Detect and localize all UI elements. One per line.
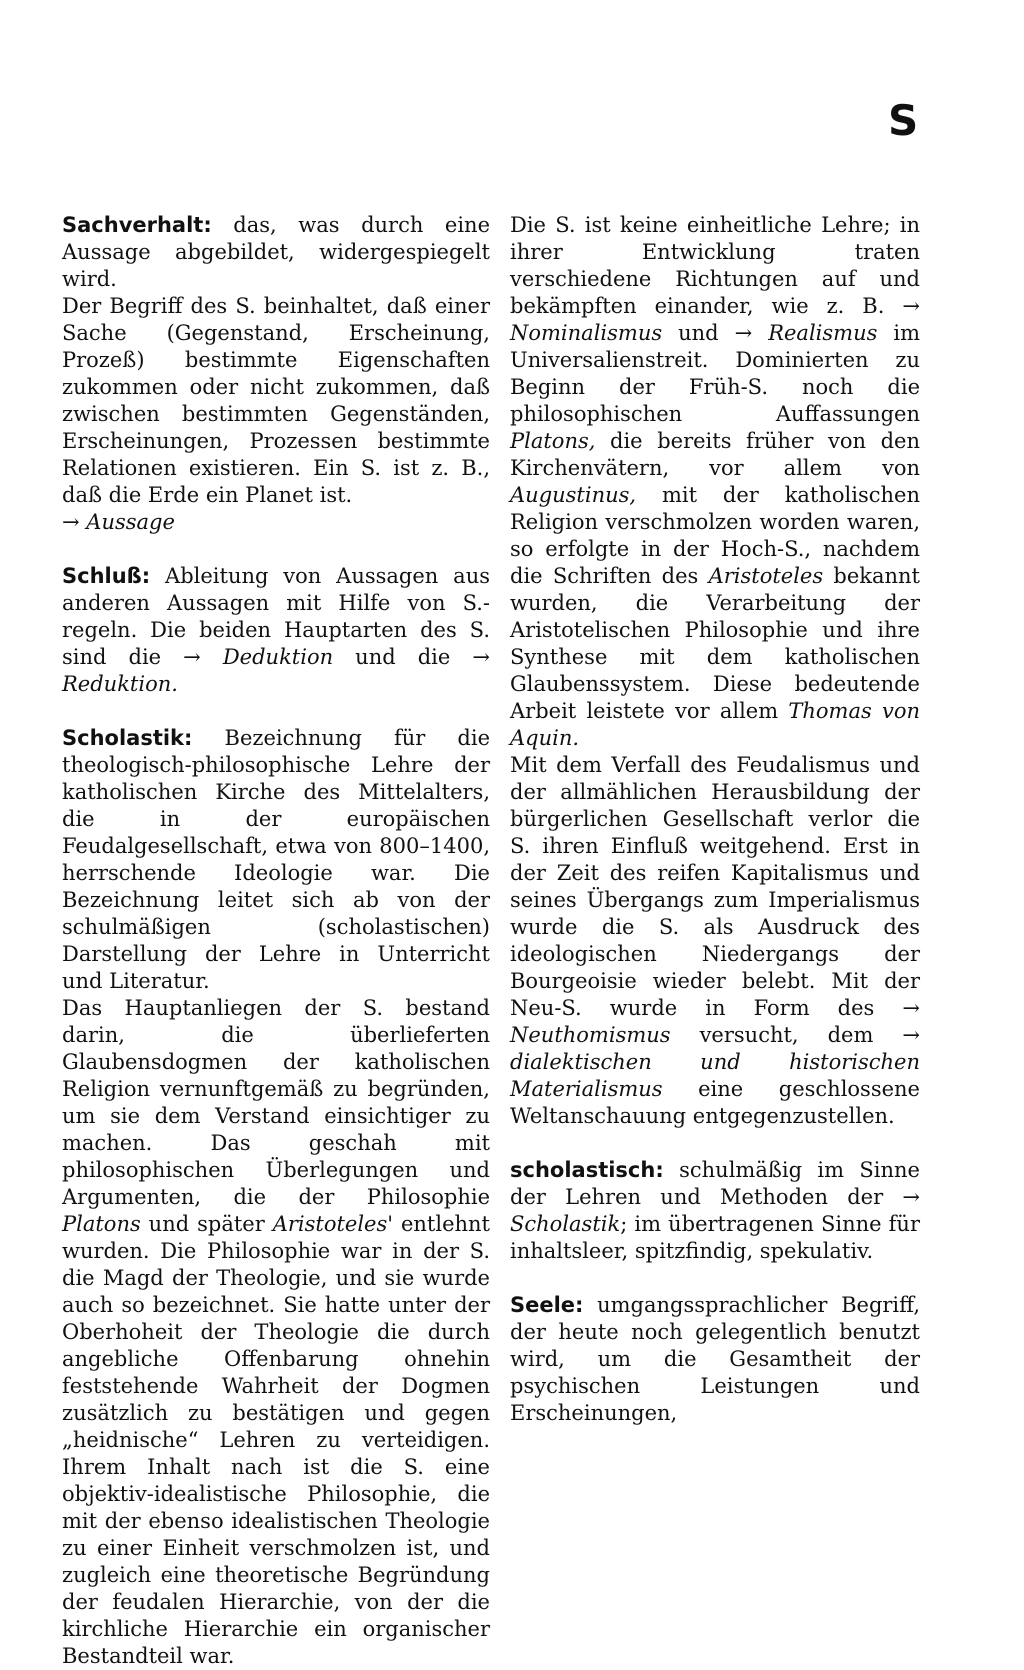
arrow-right-icon: → [183,645,201,669]
arrow-right-icon: → [902,1185,920,1209]
entry-seele [510,1292,920,1427]
entry-paragraph [62,995,490,1670]
arrow-right-icon: → [902,996,920,1020]
entry-scholastisch [510,1157,920,1265]
text-run: Mit dem Verfall des Feudalismus und der allmählichen Herausbildung der bürgerlichen Gesellschaft verlor die S. ihren Einfluß weitgehend. Erst in der Zeit des reifen Kapitalismus und seines Übergangs zum Imperialismus wurde die S. als Ausdruck des ideologischen Niedergangs der Bourgeoisie wieder belebt. Mit der Neu-S. wurde in Form des [510,753,920,1020]
right-column-content [510,212,920,1427]
text-run: und [662,321,735,345]
text-run: und später [140,1212,273,1236]
arrow-right-icon: → [902,1023,920,1047]
text-run: bekannt wurden, die Verarbeitung der Aristotelischen Philosophie und ihre Synthese mit dem katholischen Glaubenssystem. Diese bedeutende Arbeit leistete vor allem [510,564,920,723]
headword-schluss: Schluß: [62,564,151,588]
text-run: entlehnt wurden. Die Philosophie war in der S. die Magd der Theologie, und sie wurde auch so bezeichnet. Sie hatte unter der Oberhoheit der Theologie die durch angebliche Offenbarung ohnehin feststehende Wahrheit der Dogmen zusätzlich zu bestätigen und gegen „heidnische“ Lehren zu verteidigen. Ihrem Inhalt nach ist die S. eine objektiv-idealistische Philosophie, die mit der ebenso idealistischen Theologie zu einer Einheit verschmolzen ist, und zugleich eine theoretische Begründung der feudalen Hierarchie, von der die kirchliche Hierarchie ein organischer Bestandteil war. [62,1212,490,1668]
text-run: im Universalienstreit. Dominierten zu Beginn der Früh-S. noch die philosophischen Auffassungen [510,321,920,426]
text-run: mit der katholischen Religion verschmolzen worden waren, so erfolgte in der Hoch-S., nachdem die Schriften des [510,483,920,588]
headword-seele: Seele: [510,1293,584,1317]
left-column [62,212,490,1670]
arrow-right-icon: → [472,645,490,669]
definition-text: schulmäßig im Sinne der Lehren und Methoden der [510,1158,920,1209]
text-run: eine geschlossene Weltanschauung entgegenzustellen. [510,1077,920,1128]
name-reference: Platons, [510,429,596,453]
headword-sachverhalt: Sachverhalt: [62,213,212,237]
text-run: versucht, dem [670,1023,903,1047]
headword-scholastisch: scholastisch: [510,1158,664,1182]
entry-paragraph [510,752,920,1130]
arrow-right-icon: → [902,294,920,318]
entry-sachverhalt [62,212,490,293]
cross-reference-link[interactable]: dialektischen und historischen Materialismus [510,1050,920,1101]
text-run: Das Hauptanliegen der S. bestand darin, die überlieferten Glaubensdogmen der katholischen Religion vernunftgemäß zu begründen, um sie dem Verstand einsichtiger zu machen. Das geschah mit philosophischen Überlegungen und Argumenten, die der Philosophie [62,996,490,1209]
definition-text: Bezeichnung für die theologisch-philosophische Lehre der katholischen Kirche des Mittelalters, die in der europäischen Feudalgesellschaft, etwa von 800–1400, herrschende Ideologie war. Die Bezeichnung leitet sich ab von der schulmäßigen (scholastischen) Darstellung der Lehre in Unterricht und Literatur. [62,726,490,993]
headword-scholastik: Scholastik: [62,726,193,750]
name-reference: Aristoteles' [272,1212,394,1236]
text-run: die bereits früher von den Kirchenvätern, vor allem von [510,429,920,480]
name-reference: Thomas von Aquin. [510,699,921,750]
arrow-right-icon: → [734,321,753,345]
entry-schluss [62,563,490,698]
cross-reference-link[interactable]: Reduktion. [62,672,178,696]
see-also [62,509,490,536]
name-reference: Augustinus, [510,483,637,507]
definition-text: das, was durch eine Aussage abgebildet, widergespiegelt wird. [62,213,490,291]
arrow-right-icon: → [62,510,80,534]
entry-paragraph [510,212,920,752]
cross-reference-link[interactable]: Nominalismus [510,321,663,345]
definition-text: ; im übertragenen Sinne für inhaltsleer, spitzfindig, spekulativ. [510,1212,920,1263]
entry-paragraph: Der Begriff des S. beinhaltet, daß einer Sache (Gegenstand, Erscheinung, Prozeß) bestimmte Eigenschaften zukommen oder nicht zukommen, daß zwischen bestimmten Gegenständen, Erscheinungen, Prozessen bestimmte Relationen existieren. Ein S. ist z. B., daß die Erde ein Planet ist. [62,294,490,507]
name-reference: Platons [62,1212,141,1236]
cross-reference-link[interactable]: Realismus [752,321,878,345]
definition-text: Ableitung von Aussagen aus anderen Aussagen mit Hilfe von S.-regeln. Die beiden Hauptarten des S. sind die [62,564,490,669]
definition-text: und die [333,645,473,669]
cross-reference-link[interactable]: Deduktion [200,645,334,669]
entry-scholastik [62,725,490,995]
page-section-letter: S [888,96,919,145]
text-run: Die S. ist keine einheitliche Lehre; in ihrer Entwicklung traten verschiedene Richtungen auf und bekämpften einander, wie z. B. [510,213,920,318]
name-reference: Aristoteles [708,564,824,588]
cross-reference-link[interactable]: Scholastik [510,1212,621,1236]
cross-reference-link[interactable]: Aussage [79,510,175,534]
definition-text: umgangssprachlicher Begriff, der heute noch gelegentlich benutzt wird, um die Gesamtheit der psychischen Leistungen und Erscheinungen, [510,1293,920,1425]
cross-reference-link[interactable]: Neuthomismus [510,1023,671,1047]
